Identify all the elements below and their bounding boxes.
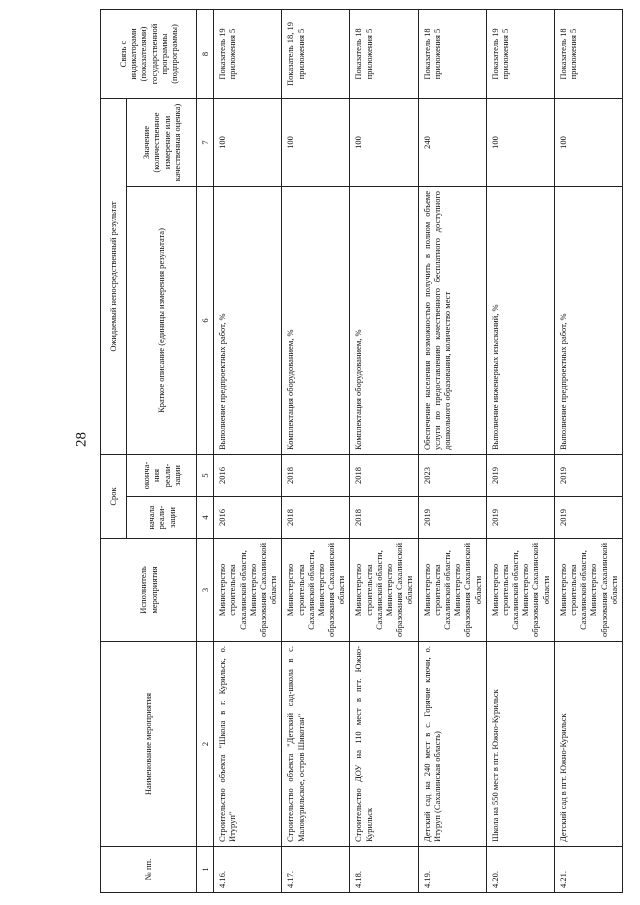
table-row — [486, 10, 554, 893]
indicator-link: Показатель 18 приложения 5 — [554, 10, 622, 99]
start-year: 2019 — [554, 497, 622, 539]
executor: Министерство строительства Сахалинской области, Министерство образования Сахалинской области — [282, 539, 350, 642]
result-description: Выполнение инженерных изысканий, % — [486, 187, 554, 455]
start-year: 2018 — [350, 497, 418, 539]
rotated-table-container — [100, 10, 619, 893]
indicator-link: Показатель 18 приложения 5 — [418, 10, 486, 99]
header-value: Значение (количественное измерение или качественная оценка) — [127, 99, 197, 187]
result-description: Комплектация оборудованием, % — [350, 187, 418, 455]
index-cell: 7 — [197, 99, 214, 187]
index-cell: 3 — [197, 539, 214, 642]
row-number: 4.19. — [418, 847, 486, 893]
executor: Министерство строительства Сахалинской области, Министерство образования Сахалинской области — [418, 539, 486, 642]
result-value: 100 — [282, 99, 350, 187]
indicator-link: Показатель 19 приложения 5 — [214, 10, 282, 99]
start-year: 2019 — [486, 497, 554, 539]
result-description: Выполнение предпроектных работ, % — [554, 187, 622, 455]
result-value: 100 — [486, 99, 554, 187]
row-number: 4.20. — [486, 847, 554, 893]
index-cell: 5 — [197, 455, 214, 497]
result-value: 100 — [554, 99, 622, 187]
index-cell: 6 — [197, 187, 214, 455]
header-result: Ожидаемый непосредственный результат — [101, 99, 127, 455]
executor: Министерство строительства Сахалинской области, Министерство образования Сахалинской области — [350, 539, 418, 642]
index-cell: 1 — [197, 847, 214, 893]
header-name: Наименование мероприятия — [101, 642, 197, 847]
table-landscape-frame — [100, 10, 619, 893]
indicator-link: Показатель 18, 19 приложения 5 — [282, 10, 350, 99]
measure-name: Строительство ДОУ на 110 мест в пгт. Южно-Курильск — [350, 642, 418, 847]
header-term: Срок — [101, 455, 127, 539]
start-year: 2018 — [282, 497, 350, 539]
table-row — [214, 10, 282, 893]
index-cell: 4 — [197, 497, 214, 539]
row-number: 4.17. — [282, 847, 350, 893]
result-value: 100 — [350, 99, 418, 187]
executor: Министерство строительства Сахалинской области, Министерство образования Сахалинской области — [486, 539, 554, 642]
measure-name: Школа на 550 мест в пгт. Южно-Курильск — [486, 642, 554, 847]
result-description: Обеспечение населения возможностью получить в полном объеме услуги по предоставлению качественного бесплатного доступного дошкольного образования, количество мест — [418, 187, 486, 455]
table-row — [282, 10, 350, 893]
header-description: Краткое описание (единицы измерения результата) — [127, 187, 197, 455]
measure-name: Строительство объекта "Детский сад-школа в с. Малокурильское, остров Шикотан" — [282, 642, 350, 847]
result-value: 240 — [418, 99, 486, 187]
end-year: 2023 — [418, 455, 486, 497]
start-year: 2019 — [418, 497, 486, 539]
index-cell: 2 — [197, 642, 214, 847]
table-row — [418, 10, 486, 893]
measures-table — [100, 9, 623, 893]
end-year: 2019 — [486, 455, 554, 497]
end-year: 2018 — [350, 455, 418, 497]
table-row — [350, 10, 418, 893]
result-value: 100 — [214, 99, 282, 187]
table-row — [554, 10, 622, 893]
measure-name: Детский сад в пгт. Южно-Курильск — [554, 642, 622, 847]
page-number: 28 — [73, 432, 90, 447]
header-indicator-link: Связь с индикаторами (показателями) государственной программы (подпрограммы) — [101, 10, 197, 99]
header-end: оконча-ния реали-зации — [127, 455, 197, 497]
index-cell: 8 — [197, 10, 214, 99]
header-executor: Исполнитель мероприятия — [101, 539, 197, 642]
end-year: 2019 — [554, 455, 622, 497]
row-number: 4.18. — [350, 847, 418, 893]
row-number: 4.21. — [554, 847, 622, 893]
result-description: Выполнение предпроектных работ, % — [214, 187, 282, 455]
indicator-link: Показатель 18 приложения 5 — [350, 10, 418, 99]
start-year: 2016 — [214, 497, 282, 539]
measure-name: Детский сад на 240 мест в с. Горячие ключи, о. Итуруп (Сахалинская область) — [418, 642, 486, 847]
end-year: 2018 — [282, 455, 350, 497]
indicator-link: Показатель 19 приложения 5 — [486, 10, 554, 99]
header-num: № пп. — [101, 847, 197, 893]
executor: Министерство строительства Сахалинской области, Министерство образования Сахалинской области — [214, 539, 282, 642]
measure-name: Строительство объекта "Школа в г. Курильск, о. Итуруп" — [214, 642, 282, 847]
result-description: Комплектация оборудованием, % — [282, 187, 350, 455]
header-start: начала реали-зации — [127, 497, 197, 539]
executor: Министерство строительства Сахалинской области, Министерство образования Сахалинской области — [554, 539, 622, 642]
end-year: 2016 — [214, 455, 282, 497]
row-number: 4.16. — [214, 847, 282, 893]
